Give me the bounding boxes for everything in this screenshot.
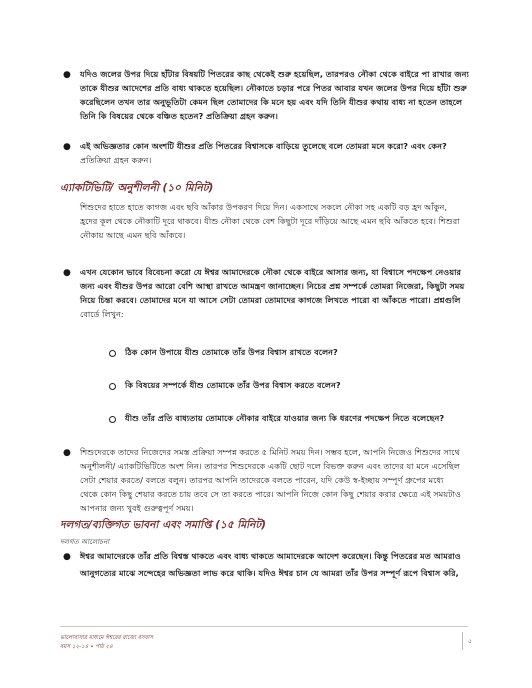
group-subhead: দলগত আলোচনা [60, 538, 110, 546]
footer-lesson-info: বয়স ১২-১৪ • পাঠ ২৪ [60, 644, 113, 650]
b5-line1: ঈশ্বর আমাদেরকে তাঁর প্রতি বিশ্বস্ত থাকতে এবং বাধ্য থাকতে আমাদেরকে আদেশ করেছেন। কিন্তু পিতরের মত আমরাও [80, 551, 461, 561]
b4-line2: অনুশীলনী/ এ্যাকটিভিটিতে অংশ নিন। তারপর শিশুদেরকে একটি ছোট দলে বিভক্ত করুন এবং তাদের যা মনে এসেছিল [80, 461, 460, 471]
p2-line1: এই অভিজ্ঞতার কোন অংশটি যীশুর প্রতি পিতরের বিশ্বাসকে বাড়িয়ে তুলেছে বলে তোমরা মনে করো? এবং কেন? [80, 141, 447, 151]
list-circle-icon [109, 416, 116, 423]
footer-separator [462, 632, 463, 650]
b3-line4: বোর্ডে লিখুন: [80, 309, 124, 319]
b4-line4: থেকে কোন কিছু শেয়ার করতে চায় তবে সে তা করতে পারে। আপনি নিজে কোন কিছু শেয়ার করার ক্ষেত্রে এই সময়টাও [80, 489, 462, 499]
b4-line5: আপনার জন্য খুবই গুরুত্বপূর্ণ সময়। [80, 503, 194, 513]
bullet-dot: ● [63, 268, 71, 278]
question-1: ঠিক কোন উপায়ে যীশু তোমাকে তাঁর উপর বিশ্বাস রাখতে বলেন? [125, 347, 338, 357]
bullet-dot: ● [63, 448, 71, 458]
bullet-dot: ● [63, 142, 71, 152]
p2-line2: প্রতিক্রিয়া গ্রহন করুন। [80, 155, 152, 165]
question-3: যীশু তাঁর প্রতি বাধ্যতায় তোমাকে নৌকার বাইরে যাওয়ার জন্য কি ধরণের পদক্ষেপ নিতে বলেছেন? [125, 413, 445, 423]
activity-line3: নৌকায় আছে এমন ছবি আঁকবে। [80, 230, 186, 240]
p1-line1: যদিও জলের উপর দিয়ে হাঁটার বিষয়টি পিতরের কাছ থেকেই শুরু হয়েছিল, তারপরও নৌকা থেকে বাইরে পা রাখার জন্য [80, 69, 469, 79]
list-circle-icon [109, 383, 116, 390]
b4-line1: শিশুদেরকে তাদের নিজেদের সমস্ত প্রক্রিয়া সম্পন্ন করতে ৫ মিনিট সময় দিন। সম্ভব হলে, আপনি নিজেও শিশুদের সাথে [80, 447, 460, 457]
list-circle-icon [109, 350, 116, 357]
b3-line1: এখন যেকোন ভাবে বিবেচনা করো যে ঈশ্বর আমাদেরকে নৌকা থেকে বাইরে আসার জন্য, যা বিশ্বাসে পদক্ষেপ নেওয়ার [80, 267, 462, 277]
p1-line3: করেছিলেন তখন তার অনুভূতিটা কেমন ছিল তোমাদের কি মনে হয় এবং যদি তিনি যীশুর কথায় বাধ্য না হতেন তাহলে [80, 97, 463, 107]
footer-divider [60, 626, 468, 627]
bullet-dot: ● [63, 70, 71, 80]
question-2: কি বিষয়ের সম্পর্কে যীশু তোমাকে তাঁর উপর বিশ্বাস করতে বলেন? [125, 380, 341, 390]
footer-book-title: ভালোবাসার মাধ্যমে ঈশ্বরের রাজ্যে বসবাস [60, 635, 153, 641]
b3-line3: নিয়ে চিন্তা করবে। তোমাদের মনে যা আসে সেটা তোমরা তোমাদের কাগজে লিখতে পারো বা আঁকতে পারো। প্রশ্নগুলি [80, 295, 461, 305]
b5-line2: আনুগত্যের মাঝে সন্দেহের অভিজ্ঞতা লাভ করে থাকি। যদিও ঈশ্বর চান যে আমরা তাঁর উপর সম্পূর্ণ রূপে বিশ্বাস করি, [80, 568, 459, 578]
activity-line2: হ্রদের কূল থেকে নৌকাটি দূরে থাকবে। যীশু নৌকা থেকে বেশ কিছুটা দূরে দাঁড়িয়ে আছে এমন ছবি আঁকতে হবে। শিশুরা [80, 216, 460, 226]
b4-line3: সেটা শেয়ার করতে/ বলতে বলুন। তারপর আপনি তাদেরকে বলতে পারেন, যদি কেউ স্ব-ইচ্ছায় সম্পূর্ণ গ্রুপের মধ্যে [80, 475, 444, 485]
p1-line4: তিনি কি বিষয়ের থেকে বঞ্চিত হতেন? প্রতিক্রিয়া গ্রহন করুন। [80, 111, 278, 121]
activity-heading: এ্যাকটিভিটি/ অনুশীলনী (১০ মিনিট) [60, 182, 214, 194]
b3-line2: জন্য এবং যীশুর উপর আরো বেশি আস্থা রাখতে আমন্ত্রণ জানাচ্ছেন। নিচের প্রশ্ন সম্পর্কে তোমরা নিজেরা, কিছুটা সময় [80, 281, 465, 291]
p1-line2: তাকে যীশুর আদেশের প্রতি বাধ্য থাকতে হয়েছিল। নৌকাতে চড়ার পরে পিতর আবার যখন জলের উপর দিয়ে হাঁটা শুরু [80, 83, 467, 93]
bullet-dot: ● [63, 552, 71, 562]
activity-line1: শিশুদের হাতে হাতে কাগজ এবং ছবি আঁকার উপকরণ দিয়ে দিন। একসাথে সকলে নৌকা সহ একটি বড় হ্রদ আঁকুন, [80, 202, 447, 212]
page-number: ৫ [468, 638, 472, 645]
group-heading: দলগত/ব্যক্তিগত ভাবনা এবং সমাপ্তি (১৫ মিনিট) [60, 519, 266, 531]
